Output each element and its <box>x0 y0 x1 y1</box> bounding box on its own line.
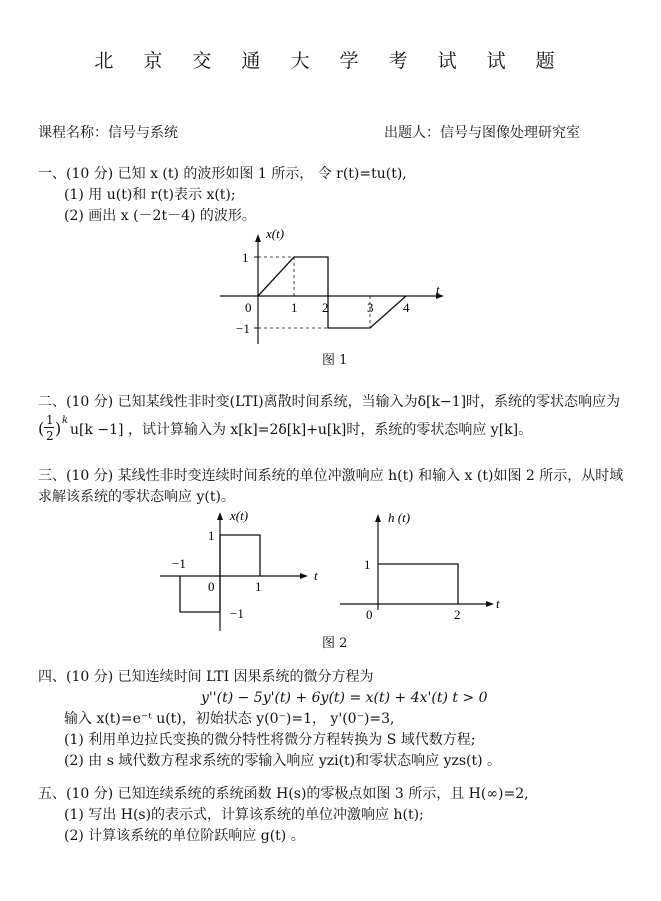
fig1-label-x4: 4 <box>403 300 410 315</box>
fig2b-label-x2: 2 <box>454 607 461 622</box>
fig2b-y-arrow-icon <box>375 514 381 522</box>
q4-line5: (2) 由 s 域代数方程求系统的零输入响应 yzi(t)和零状态响应 yzs(t) 。 <box>64 753 502 769</box>
fig1-label-x2: 2 <box>322 300 329 315</box>
fig2b-x-arrow-icon <box>486 601 494 607</box>
fig2a-xlabel: t <box>314 568 318 583</box>
fig1-ylabel: x(t) <box>266 226 285 241</box>
q4-line4: (1) 利用单边拉氏变换的微分特性将微分方程转换为 S 域代数方程; <box>64 732 476 748</box>
q2-frac-num: 1 <box>46 413 54 427</box>
course-name: 课程名称：信号与系统 <box>38 125 178 141</box>
q5-line1: 五、(10 分) 已知连续系统的系统函数 H(s)的零极点如图 3 所示，且 H(∞)=2, <box>38 786 529 802</box>
fig1-y-arrow-icon <box>255 234 261 242</box>
figure-2b-plot <box>336 506 511 636</box>
fig2a-label-origin: 0 <box>208 579 215 594</box>
fig2b-ylabel: h (t) <box>388 510 411 525</box>
fig2b-label-origin: 0 <box>366 607 373 622</box>
fig1-label-y1: 1 <box>242 250 249 265</box>
fig2a-x-arrow-icon <box>300 573 308 579</box>
fig1-waveform <box>258 257 406 328</box>
q3-line2: 求解该系统的零状态响应 y(t)。 <box>38 489 235 505</box>
fig2a-y-arrow-icon <box>217 512 223 520</box>
fig1-xlabel: t <box>436 282 440 297</box>
fig2a-label-x1: 1 <box>255 579 262 594</box>
q4-line3: 输入 x(t)=e⁻ᵗ u(t)，初始状态 y(0⁻)=1， y'(0⁻)=3, <box>64 711 395 727</box>
fig2a-ylabel: x(t) <box>230 508 249 523</box>
fig1-label-yneg1: −1 <box>236 321 250 336</box>
q2-frac-exp: k <box>62 415 69 426</box>
q4-equation: y''(t) − 5y'(t) + 6y(t) = x(t) + 4x'(t) t > 0 <box>201 690 488 706</box>
fig2b-xlabel: t <box>496 596 500 611</box>
q5-line3: (2) 计算该系统的单位阶跃响应 g(t) 。 <box>64 828 305 844</box>
fig2-caption: 图 2 <box>322 636 348 651</box>
q1-line3: (2) 画出 x (－2t－4) 的波形。 <box>64 208 256 224</box>
fig2a-label-yneg1: −1 <box>230 606 244 621</box>
fig2a-label-xneg1: −1 <box>172 556 186 571</box>
q5-line2: (1) 写出 H(s)的表示式，计算该系统的单位冲激响应 h(t); <box>64 807 424 823</box>
q2-line2: u[k −1] ，试计算输入为 x[k]=2δ[k]+u[k]时，系统的零状态响应 y[k]。 <box>70 422 533 438</box>
q1-line1: 一、(10 分) 已知 x (t) 的波形如图 1 所示， 令 r(t)=tu(t), <box>38 166 407 182</box>
fig2a-label-y1: 1 <box>208 528 215 543</box>
q4-line1: 四、(10 分) 已知连续时间 LTI 因果系统的微分方程为 <box>38 669 374 685</box>
question-author: 出题人：信号与图像处理研究室 <box>384 125 580 141</box>
q2-frac-den: 2 <box>46 429 54 443</box>
fig2b-waveform <box>378 564 458 604</box>
fig1-label-x1: 1 <box>291 300 298 315</box>
q2-line1: 二、(10 分) 已知某线性非时变(LTI)离散时间系统，当输入为δ[k−1]时，系统的零状态响应为 <box>38 394 621 410</box>
page-title: 北 京 交 通 大 学 考 试 试 题 <box>94 50 567 72</box>
fig2a-waveform <box>180 535 260 612</box>
fig2b-label-y1: 1 <box>364 557 371 572</box>
fig1-label-origin: 0 <box>245 300 252 315</box>
q3-line1: 三、(10 分) 某线性非时变连续时间系统的单位冲激响应 h(t) 和输入 x (t)如图 2 所示，从时域 <box>38 468 624 484</box>
fig1-caption: 图 1 <box>322 353 348 368</box>
fig1-label-x3: 3 <box>367 300 374 315</box>
figure-2a-plot <box>150 506 325 636</box>
q1-line2: (1) 用 u(t)和 r(t)表示 x(t); <box>64 187 236 203</box>
